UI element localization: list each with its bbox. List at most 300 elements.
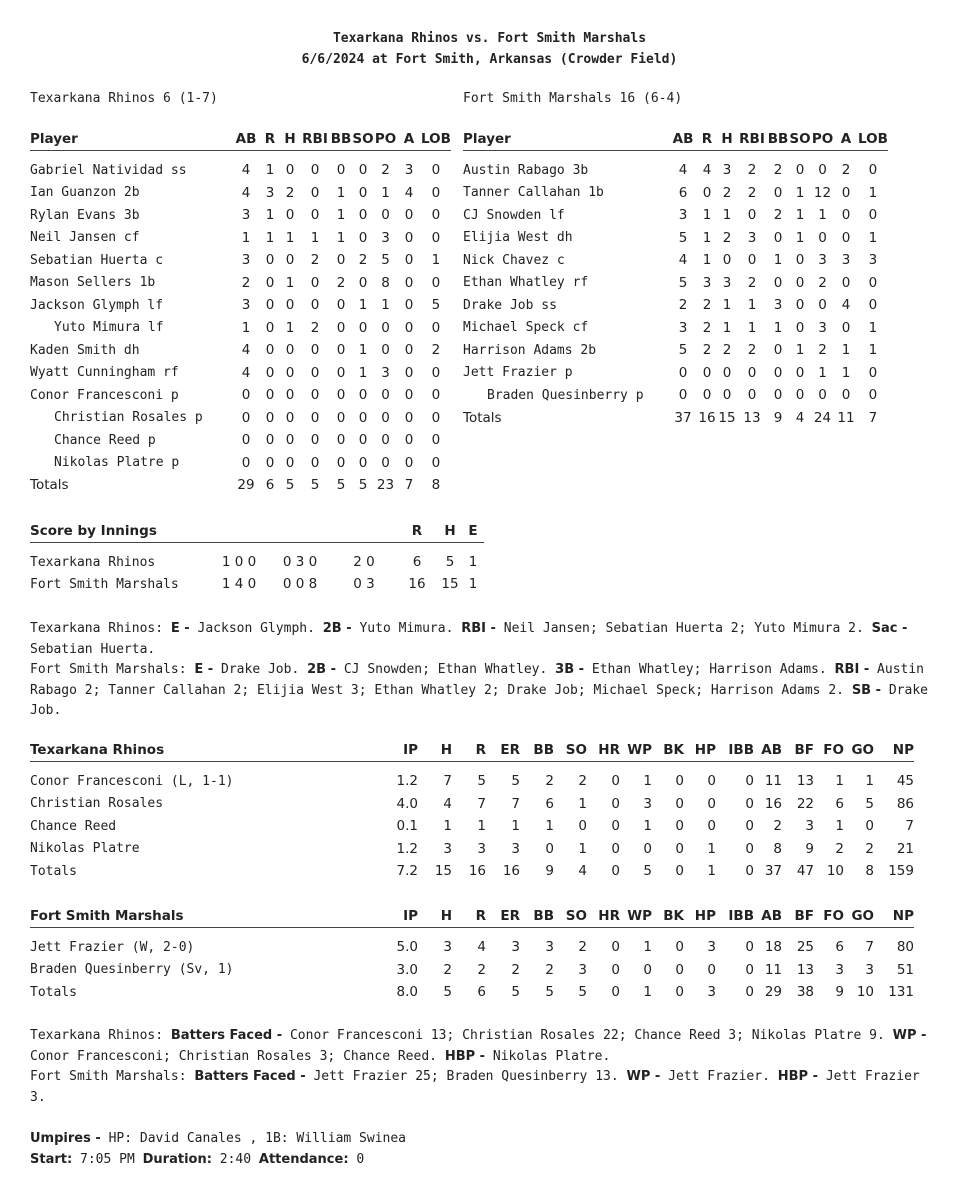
total-stat-bb: 5 [545,984,554,1001]
batter-stat-ab: 3 [678,319,688,336]
total-stat-er: 5 [511,984,520,1001]
batter-stat-ab: 2 [241,274,251,291]
pitcher-row [30,815,914,838]
total-stat-bk: 0 [675,984,684,1001]
linescore-header: Score by Innings [30,520,210,543]
batter-stat-h: 1 [285,319,295,336]
total-stat-hr: 0 [611,863,620,880]
batter-row [30,384,451,407]
batter-stat-lob: 1 [868,342,878,359]
batter-row [463,384,888,407]
linescore-col-e: E [462,520,484,543]
pitcher-stat-bf: 22 [796,795,814,812]
batter-name: Wyatt Cunningham rf [30,365,179,381]
pitcher-stat-so: 1 [578,795,587,812]
pitcher-stat-er: 7 [511,795,520,812]
total-stat-ab: 37 [764,863,782,880]
pitcher-stat-so: 2 [578,773,587,790]
batter-stat-rbi: 3 [747,229,757,246]
batter-stat-po: 1 [381,297,390,314]
batter-stat-h: 2 [722,184,732,201]
pitcher-stat-h: 3 [443,939,452,956]
notes-label: HBP - [444,1048,486,1064]
batter-stat-ab: 4 [241,364,251,381]
total-stat-ip: 7.2 [396,863,418,880]
duration-value: 2:40 [219,1152,252,1167]
batter-stat-r: 2 [702,342,712,359]
pitcher-stat-r: 1 [477,818,486,835]
batter-stat-so: 0 [358,229,368,246]
batter-row [463,182,888,205]
batter-stat-a: 0 [841,387,851,404]
duration-label: Duration: [142,1152,212,1167]
batter-stat-ab: 3 [678,207,688,224]
batter-stat-bb: 0 [773,387,783,404]
batter-stat-bb: 2 [773,207,783,224]
notes-team: Texarkana Rhinos: [30,621,164,636]
notes-team: Texarkana Rhinos: [30,1028,164,1043]
batter-stat-rbi: 2 [747,342,757,359]
col-header-bb: BB [767,128,789,151]
col-header-r: R [697,128,717,151]
pitcher-stat-er: 1 [511,818,520,835]
batter-name: Braden Quesinberry p [487,387,644,403]
batter-name: Jackson Glymph lf [30,297,164,313]
pitcher-stat-bf: 13 [796,773,814,790]
batter-stat-h: 0 [285,364,295,381]
batter-stat-lob: 0 [868,297,878,314]
total-stat-ab: 37 [674,409,692,426]
total-stat-h: 15 [434,863,452,880]
pitcher-stat-go: 5 [865,795,874,812]
linescore-errors: 1 [468,554,478,570]
totals-label: Totals [463,409,502,426]
pitcher-stat-bk: 0 [675,840,684,857]
batter-stat-rbi: 0 [747,207,757,224]
pitcher-stat-ip: 0.1 [396,818,418,835]
pitcher-stat-r: 4 [477,939,486,956]
col-header-r: R [260,128,280,151]
pitcher-stat-wp: 3 [643,795,652,812]
pitcher-stat-er: 3 [511,939,520,956]
pitcher-stat-h: 7 [443,773,452,790]
batter-stat-bb: 0 [773,229,783,246]
total-stat-ibb: 0 [745,863,754,880]
linescore-hits: 5 [445,554,455,570]
batter-stat-r: 1 [265,207,275,224]
batter-row [30,204,451,227]
notes-value: Austin Rabago 2; Tanner Callahan 2; Elijia West 3; Ethan Whatley 2; Drake Job; Michael Speck; Harrison Adams 2. [30,662,925,698]
batter-name: Christian Rosales p [54,410,203,426]
batter-stat-bb: 2 [773,162,783,179]
batter-stat-so: 0 [795,319,805,336]
batter-stat-so: 0 [795,364,805,381]
batter-name: Nikolas Platre p [54,455,180,471]
col-header-ibb: IBB [716,739,754,762]
linescore-team: Texarkana Rhinos [30,554,156,570]
batter-stat-lob: 0 [431,229,441,246]
linescore-runs: 6 [412,554,422,570]
batter-stat-r: 0 [265,274,275,291]
pitcher-stat-so: 2 [578,939,587,956]
batter-stat-r: 0 [702,184,712,201]
game-title: Texarkana Rhinos vs. Fort Smith Marshals [332,31,647,46]
batter-stat-a: 2 [841,162,851,179]
batter-stat-rbi: 0 [310,274,320,291]
pitcher-stat-go: 7 [865,939,874,956]
batter-stat-r: 0 [702,364,712,381]
batter-stat-h: 0 [722,387,732,404]
batter-stat-lob: 0 [868,274,878,291]
batter-row [30,272,451,295]
batter-name: Drake Job ss [463,297,557,313]
batter-stat-rbi: 2 [310,319,320,336]
pitcher-stat-go: 1 [865,773,874,790]
col-header-bf: BF [782,905,814,928]
col-header-rbi: RBI [300,128,330,151]
batter-stat-a: 0 [841,229,851,246]
batter-stat-h: 0 [285,387,295,404]
batter-row [30,407,451,430]
batter-name: Ethan Whatley rf [463,275,589,291]
pitcher-stat-ibb: 0 [745,961,754,978]
pitcher-stat-h: 4 [443,795,452,812]
total-stat-po: 24 [813,409,832,426]
batter-name: Jett Frazier p [463,365,573,381]
batter-stat-bb: 1 [773,319,783,336]
start-value: 7:05 PM [80,1152,135,1167]
batter-stat-a: 0 [404,319,414,336]
pitcher-stat-er: 2 [511,961,520,978]
away-pitching-table [30,739,914,883]
batter-stat-r: 0 [265,454,275,471]
batter-stat-lob: 2 [431,342,441,359]
batter-name: Conor Francesconi p [30,387,179,403]
col-header-a: A [834,128,858,151]
batter-name: Michael Speck cf [463,320,589,336]
batter-stat-ab: 4 [241,184,251,201]
pitcher-stat-r: 3 [477,840,486,857]
pitcher-name: Jett Frazier (W, 2-0) [30,939,195,955]
col-header-h: H [418,905,452,928]
innings-7-8: 2 0 [353,554,375,570]
innings-1-3: 1 4 0 [221,576,257,592]
batter-stat-rbi: 1 [310,229,320,246]
batter-stat-h: 2 [285,184,295,201]
batter-name: Sebatian Huerta c [30,252,164,268]
batter-row [463,272,888,295]
col-header-ip: IP [390,739,418,762]
batter-stat-ab: 6 [678,184,688,201]
batter-stat-h: 1 [722,207,732,224]
notes-label: SB - [851,682,882,698]
batter-stat-bb: 0 [336,432,346,449]
batter-stat-bb: 0 [773,342,783,359]
pitcher-stat-bb: 1 [545,818,554,835]
batter-stat-po: 0 [381,409,390,426]
batter-stat-bb: 0 [773,274,783,291]
batter-name: Kaden Smith dh [30,342,140,358]
batter-stat-rbi: 0 [747,364,757,381]
home-team-score-line: Fort Smith Marshals 16 (6-4) [463,91,683,106]
batter-stat-rbi: 1 [747,297,757,314]
pitcher-stat-bf: 3 [805,818,814,835]
batter-stat-lob: 3 [868,252,878,269]
batter-row [30,294,451,317]
batter-stat-r: 1 [265,162,275,179]
batter-stat-rbi: 0 [310,454,320,471]
notes-label: E - [194,662,214,677]
batter-stat-r: 1 [702,207,712,224]
pitcher-stat-ibb: 0 [745,840,754,857]
batter-stat-so: 1 [358,364,368,381]
pitcher-stat-hp: 0 [707,795,716,812]
batter-stat-rbi: 0 [747,252,757,269]
innings-1-3: 1 0 0 [221,554,257,570]
batter-name: Yuto Mimura lf [54,320,164,336]
pitcher-row [30,762,914,793]
batter-row [463,204,888,227]
pitcher-stat-wp: 1 [643,818,652,835]
batter-row [30,362,451,385]
batter-name: Chance Reed p [54,432,156,448]
total-stat-ab: 29 [237,477,255,494]
pitcher-stat-go: 2 [865,840,874,857]
notes-value: Jett Frazier 25; Braden Quesinberry 13. [313,1069,619,1084]
total-stat-ip: 8.0 [396,984,418,1001]
total-stat-wp: 5 [643,863,652,880]
notes-value: Sebatian Huerta. [30,641,156,657]
total-stat-go: 10 [856,984,874,1001]
pitcher-stat-hp: 0 [707,818,716,835]
col-header-player: Player [463,128,669,151]
pitcher-row [30,793,914,816]
batter-stat-rbi: 1 [747,319,757,336]
batter-stat-so: 1 [795,229,805,246]
batter-stat-r: 0 [265,342,275,359]
batter-stat-r: 2 [702,319,712,336]
pitcher-stat-bk: 0 [675,795,684,812]
batter-stat-rbi: 2 [310,252,320,269]
batter-row [463,227,888,250]
batter-name: Tanner Callahan 1b [463,185,604,201]
batter-stat-h: 1 [285,274,295,291]
pitcher-stat-ip: 3.0 [396,961,418,978]
pitcher-stat-ip: 1.2 [396,840,418,857]
col-header-rbi: RBI [737,128,767,151]
batter-stat-ab: 3 [241,297,251,314]
batter-stat-h: 0 [285,432,295,449]
notes-value: Yuto Mimura. [359,621,454,636]
total-stat-r: 16 [698,409,716,426]
total-stat-hp: 1 [707,863,716,880]
pitcher-stat-fo: 3 [835,961,844,978]
pitcher-stat-r: 5 [477,773,486,790]
pitching-team-header: Texarkana Rhinos [30,739,390,762]
pitcher-row [30,928,914,959]
notes-value: Jett Frazier. [668,1069,770,1084]
batter-stat-bb: 0 [773,184,783,201]
batter-row [463,249,888,272]
batter-stat-ab: 1 [241,229,251,246]
batter-stat-h: 2 [722,229,732,246]
batter-stat-ab: 5 [678,274,688,291]
batter-stat-po: 2 [818,342,827,359]
total-stat-bb: 9 [545,863,554,880]
batter-stat-po: 1 [818,207,827,224]
total-stat-so: 4 [795,409,805,426]
batter-stat-r: 0 [265,297,275,314]
total-stat-ibb: 0 [745,984,754,1001]
batter-stat-lob: 0 [431,454,441,471]
col-header-ab: AB [754,739,782,762]
notes-label: 2B - [307,662,337,677]
batter-stat-bb: 0 [336,387,346,404]
pitcher-row [30,838,914,861]
batter-stat-h: 1 [722,297,732,314]
umpires-value: HP: David Canales , 1B: William Swinea [108,1131,407,1146]
col-header-er: ER [486,905,520,928]
batter-stat-h: 0 [722,252,732,269]
col-header-ab: AB [232,128,260,151]
col-header-so: SO [352,128,374,151]
pitcher-stat-bk: 0 [675,961,684,978]
batter-stat-a: 0 [404,207,414,224]
batter-stat-lob: 0 [868,207,878,224]
batter-stat-so: 1 [795,184,805,201]
linescore-col-r: R [396,520,438,543]
linescore-row [30,573,484,595]
batter-stat-h: 0 [285,409,295,426]
batter-stat-r: 3 [702,274,712,291]
notes-label: Sac - [871,621,908,636]
batter-stat-a: 0 [404,252,414,269]
batter-stat-bb: 0 [336,342,346,359]
batter-stat-po: 12 [813,184,832,201]
batting-totals-row [463,407,888,430]
batter-stat-h: 3 [722,162,732,179]
pitcher-stat-h: 3 [443,840,452,857]
pitcher-stat-so: 3 [578,961,587,978]
batter-stat-h: 0 [285,252,295,269]
batter-stat-a: 0 [404,454,414,471]
notes-label: WP - [892,1028,927,1043]
innings-4-6: 0 0 8 [282,576,318,592]
total-stat-so: 5 [358,477,368,494]
totals-label: Totals [30,984,77,1000]
total-stat-np: 159 [888,863,914,880]
batter-row [30,452,451,475]
batter-name: CJ Snowden lf [463,207,565,223]
pitcher-stat-hr: 0 [611,939,620,956]
col-header-hr: HR [587,739,620,762]
batter-stat-ab: 3 [241,252,251,269]
batter-stat-rbi: 2 [747,162,757,179]
linescore-col-h: H [438,520,462,543]
batter-stat-bb: 0 [336,162,346,179]
notes-value: Ethan Whatley; Harrison Adams. [591,662,827,677]
pitcher-stat-np: 21 [896,840,914,857]
batter-stat-lob: 1 [868,319,878,336]
col-header-fo: FO [814,739,844,762]
batter-stat-lob: 1 [868,229,878,246]
pitcher-stat-hr: 0 [611,773,620,790]
batter-stat-r: 0 [265,319,275,336]
notes-label: WP - [626,1069,661,1084]
batter-stat-ab: 3 [241,207,251,224]
batter-stat-so: 0 [795,297,805,314]
pitcher-stat-ibb: 0 [745,773,754,790]
batter-stat-r: 0 [265,432,275,449]
notes-value: Nikolas Platre. [492,1048,611,1064]
batter-name: Elijia West dh [463,230,573,246]
pitcher-stat-hp: 1 [707,840,716,857]
pitcher-stat-ip: 4.0 [396,795,418,812]
batter-stat-r: 0 [265,252,275,269]
batter-stat-so: 1 [795,342,805,359]
col-header-bk: BK [652,739,684,762]
umpires-line [30,1128,406,1149]
pitcher-stat-go: 3 [865,961,874,978]
batter-stat-a: 0 [404,387,414,404]
pitcher-stat-bb: 2 [545,961,554,978]
total-stat-ab: 29 [764,984,782,1001]
away-batting-notes [30,619,930,660]
batter-stat-po: 0 [381,454,390,471]
col-header-player: Player [30,128,232,151]
batter-stat-lob: 1 [868,184,878,201]
batter-stat-po: 0 [381,432,390,449]
batter-stat-a: 1 [841,364,851,381]
pitcher-stat-ibb: 0 [745,818,754,835]
batter-stat-so: 0 [358,207,368,224]
col-header-lob: LOB [858,128,888,151]
pitcher-stat-bb: 3 [545,939,554,956]
col-header-fo: FO [814,905,844,928]
pitcher-stat-wp: 1 [643,939,652,956]
batter-stat-po: 1 [381,184,390,201]
batter-row [30,227,451,250]
innings-4-6: 0 3 0 [282,554,318,570]
home-batting-table [463,128,888,429]
batter-stat-a: 0 [404,229,414,246]
batter-stat-a: 4 [841,297,851,314]
batter-row [30,429,451,452]
batter-stat-r: 3 [265,184,275,201]
pitcher-stat-fo: 1 [835,818,844,835]
pitcher-stat-h: 2 [443,961,452,978]
batter-stat-so: 0 [358,454,368,471]
pitcher-stat-ibb: 0 [745,795,754,812]
batter-stat-lob: 1 [431,252,441,269]
batter-stat-h: 0 [285,454,295,471]
batter-stat-so: 0 [795,274,805,291]
batter-name: Rylan Evans 3b [30,207,140,223]
batter-stat-lob: 0 [431,207,441,224]
col-header-so: SO [554,905,587,928]
batter-stat-bb: 3 [773,297,783,314]
pitcher-stat-ab: 8 [773,840,782,857]
pitcher-stat-np: 80 [896,939,914,956]
col-header-r: R [452,905,486,928]
batter-stat-lob: 0 [431,387,441,404]
col-header-go: GO [844,905,874,928]
notes-label: E - [170,621,190,636]
col-header-hr: HR [587,905,620,928]
batter-stat-bb: 0 [773,364,783,381]
notes-value: Drake Job. [221,662,300,677]
total-stat-er: 16 [502,863,520,880]
